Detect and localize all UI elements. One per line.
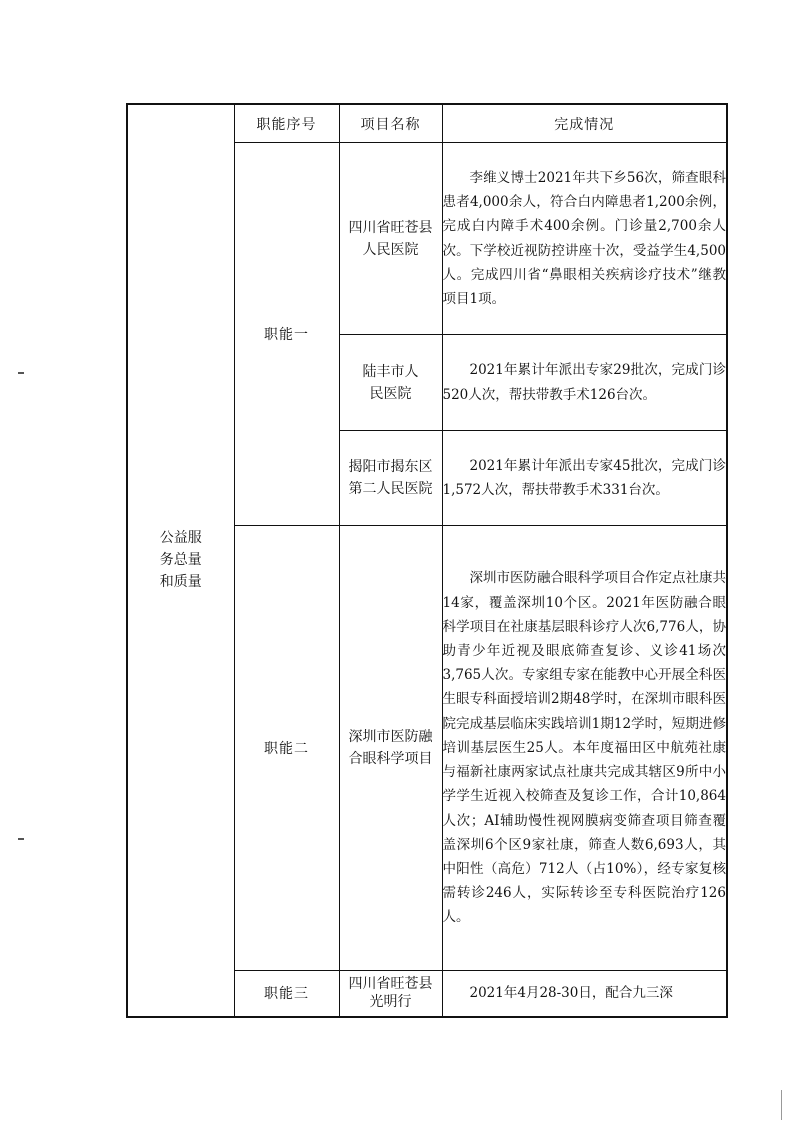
project-label: 陆丰市人民医院 — [362, 363, 419, 402]
completion-text: 李维义博士2021年共下乡56次，筛查眼科患者4,000余人，符合白内障患者1,200余例，完成白内障手术400余例。门诊量2,700余人次。下学校近视防控讲座十次，受益学生4,500人。完成四川省“鼻眼相关疾病诊疗技术”继教项目1项。 — [442, 169, 726, 307]
project-label: 揭阳市揭东区第二人民医院 — [348, 459, 433, 497]
function-cell: 职能一 — [234, 143, 339, 526]
service-table — [126, 103, 728, 1018]
completion-cell — [442, 335, 727, 431]
project-cell — [339, 431, 442, 526]
completion-text: 2021年累计年派出专家45批次，完成门诊1,572人次，帮扶带教手术331台次。 — [442, 457, 726, 498]
project-cell — [339, 526, 442, 971]
scan-mark — [18, 838, 24, 840]
project-cell — [339, 335, 442, 431]
completion-cell — [442, 431, 727, 526]
function-cell: 职能三 — [234, 971, 339, 1017]
project-label: 四川省旺苍县光明行 — [348, 976, 433, 1011]
scan-edge-mark — [781, 1090, 782, 1120]
completion-cell — [442, 143, 727, 335]
category-cell — [127, 104, 234, 1017]
completion-cell — [442, 971, 727, 1017]
project-cell — [339, 143, 442, 335]
project-cell — [339, 971, 442, 1017]
project-label: 深圳市医防融合眼科学项目 — [348, 729, 433, 767]
completion-text: 2021年4月28-30日，配合九三深 — [469, 985, 673, 1002]
header-function-no: 职能序号 — [234, 104, 339, 143]
category-label: 公益服务总量和质量 — [159, 530, 202, 591]
project-label: 四川省旺苍县人民医院 — [348, 219, 433, 258]
completion-text: 深圳市医防融合眼科学项目合作定点社康共14家，覆盖深圳10个区。2021年医防融合眼科学项目在社康基层眼科诊疗人次6,776人，协助青少年近视及眼底筛查复诊、义诊41场次3,765人次。专家组专家在能教中心开展全科医生眼专科面授培训2期48学时，在深圳市眼科医院完成基层临床实践培训1期12学时，短期进修培训基层医生25人。本年度福田区中航苑社康与福新社康两家试点社康共完成其辖区9所中小学学生近视入校筛查及复诊工作，合计10,864人次；AI辅助慢性视网膜病变筛查项目筛查覆盖深圳6个区9家社康，筛查人数6,693人，其中阳性（高危）712人（占10%），经专家复核需转诊246人，实际转诊至专科医院治疗126人。 — [442, 570, 726, 926]
function-cell: 职能二 — [234, 526, 339, 971]
scan-mark — [18, 372, 24, 374]
header-project-name: 项目名称 — [339, 104, 442, 143]
completion-cell — [442, 526, 727, 971]
completion-text: 2021年累计年派出专家29批次，完成门诊520人次，帮扶带教手术126台次。 — [442, 362, 726, 403]
header-completion: 完成情况 — [442, 104, 727, 143]
